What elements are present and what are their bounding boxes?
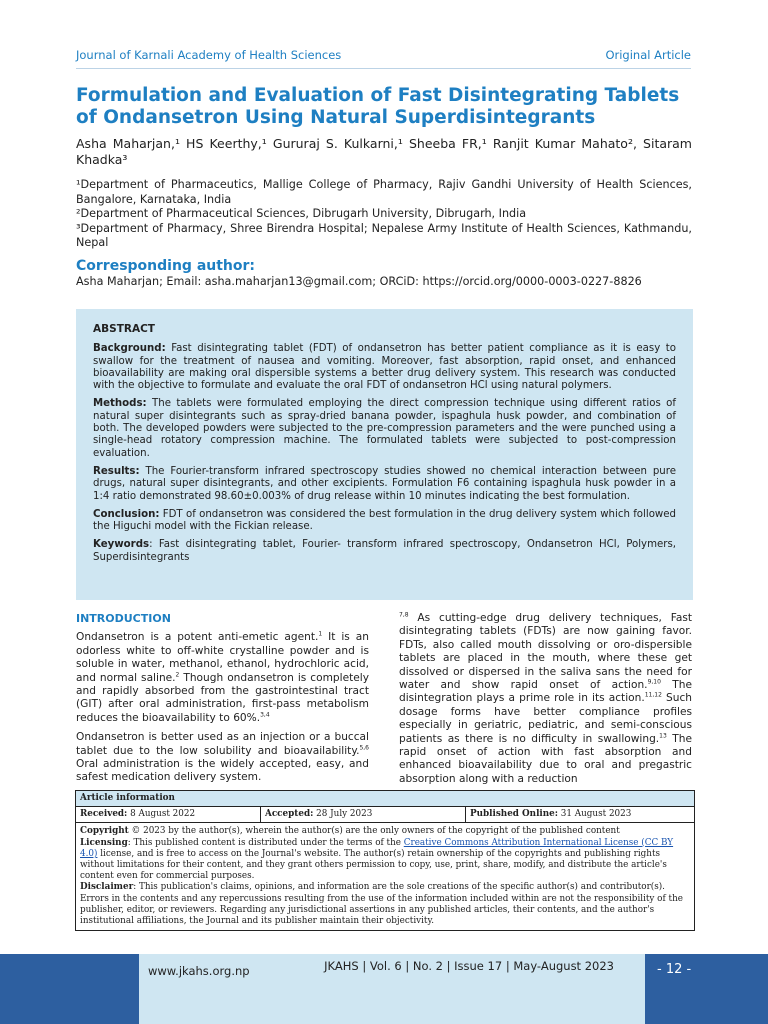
page-number: - 12 -	[657, 962, 692, 977]
footer-website[interactable]: www.jkahs.org.np	[148, 964, 250, 978]
published-date: Published Online: 31 August 2023	[470, 809, 632, 820]
body-column-left	[76, 612, 369, 791]
corresponding-heading: Corresponding author:	[76, 258, 256, 274]
intro-paragraph-2: Ondansetron is better used as an injection or a buccal tablet due to the low solubility and bioavailability.$^{5,6}$ Oral administration is the widely accepted, easy, and safest medication delivery system.	[76, 731, 369, 784]
affiliations	[76, 178, 692, 251]
dates-row	[76, 807, 694, 823]
abstract-keywords: Keywords: Fast disintegrating tablet, Fourier- transform infrared spectroscopy, Ondansetron HCl, Polymers, Superdisintegrants	[93, 539, 676, 563]
introduction-heading: INTRODUCTION	[76, 612, 171, 625]
accepted-date: Accepted: 28 July 2023	[261, 807, 466, 822]
article-information-box	[75, 790, 695, 931]
license-link[interactable]: Creative Commons Attribution International License (CC BY 4.0)	[80, 837, 674, 859]
abstract-heading: ABSTRACT	[93, 323, 155, 335]
corresponding-details: Asha Maharjan; Email: asha.maharjan13@gmail.com; ORCiD: https://orcid.org/0000-0003-0227-8826	[76, 275, 642, 288]
received-date: Received: 8 August 2022	[76, 807, 261, 822]
license-notes	[76, 823, 694, 930]
article-title: Formulation and Evaluation of Fast Disintegrating Tablets of Ondansetron Using Natural Superdisintegrants	[76, 85, 680, 128]
copyright-note: Copyright © 2023 by the author(s), wherein the author(s) are the only owners of the copyright of the published content	[80, 826, 620, 837]
affiliation-1: ¹Department of Pharmaceutics, Mallige College of Pharmacy, Rajiv Gandhi University of Health Sciences, Bangalore, Karnataka, India	[76, 178, 692, 206]
running-header	[76, 48, 691, 62]
article-info-heading: Article information	[76, 791, 694, 807]
footer-journal-info: JKAHS | Vol. 6 | No. 2 | Issue 17 | May-August 2023	[324, 959, 614, 973]
licensing-note: Licensing: This published content is distributed under the terms of the Creative Commons Attribution International License (CC BY 4.0) license, and is free to access on the Journal's website. The author(s) retain ownership of the copyrights and publishing rights without limitations for their content, and they grant others permission to copy, use, print, share, modify, and distribute the article's content even for commercial purposes.	[80, 837, 674, 882]
abstract-results: Results: The Fourier-transform infrared spectroscopy studies showed no chemical interaction between pure drugs, natural super disintegrants, and other excipients. Formulation F6 containing ispaghula husk powder in a 1:4 ratio demonstrated 98.60±0.003% of drug release within 10 minutes indicating the best formulation.	[93, 465, 676, 502]
body-column-right	[399, 612, 692, 792]
abstract-conclusion: Conclusion: FDT of ondansetron was considered the best formulation in the drug delivery system which followed the Higuchi model with the Fickian release.	[93, 508, 676, 533]
header-divider	[76, 68, 691, 69]
journal-name: Journal of Karnali Academy of Health Sciences	[76, 48, 342, 62]
author-list: Asha Maharjan,¹ HS Keerthy,¹ Gururaj S. Kulkarni,¹ Sheeba FR,¹ Ranjit Kumar Mahato², Sitaram Khadka³	[76, 136, 692, 167]
footer-panel	[139, 954, 645, 1024]
affiliation-2: ²Department of Pharmaceutical Sciences, Dibrugarh University, Dibrugarh, India	[76, 207, 527, 220]
abstract-background: Background: Fast disintegrating tablet (FDT) of ondansetron has better patient compliance as it is easy to swallow for the treatment of nausea and vomiting. Moreover, fast absorption, rapid onset, and enhanced bioavailability are making oral dispersible systems a better drug delivery system. This research was conducted with the objective to formulate and evaluate the oral FDT of ondansetron HCl using natural polymers.	[93, 343, 676, 392]
intro-paragraph-2-cont: $^{7,8}$ As cutting-edge drug delivery techniques, Fast disintegrating tablets (FDTs) are now gaining favor. FDTs, also called mouth dissolving or oro-dispersible tablets are placed in the mouth, where these get dissolved or dispersed in the saliva sans the need for water and show rapid onset of action.$^{9,10}$ The disintegration plays a prime role in its action.$^{11,12}$ Such dosage forms have better compliance profiles especially in geriatric, pediatric, and semi-conscious patients as there is no difficulty in swallowing.$^{13}$ The rapid onset of action with fast absorption and enhanced bioavailability due to oral and pregastric absorption along with a reduction	[399, 611, 692, 785]
disclaimer-note: Disclaimer: This publication's claims, opinions, and information are the sole creations of the specific author(s) and contributor(s). Errors in the contents and any repercussions resulting from the use of the information included within are not the responsibility of the publisher, editor, or reviewers. Regarding any jurisdictional assertions in any published articles, their contents, and the author's institutional affiliations, the Journal and its publisher maintain their objectivity.	[80, 882, 683, 927]
affiliation-3: ³Department of Pharmacy, Shree Birendra Hospital; Nepalese Army Institute of Health Sciences, Kathmandu, Nepal	[76, 221, 692, 249]
intro-paragraph-1: Ondansetron is a potent anti-emetic agent.$^1$ It is an odorless white to off-white crystalline powder and is soluble in water, methanol, ethanol, hydrochloric acid, and normal saline.$^2$ Though ondansetron is completely and rapidly absorbed from the gastrointestinal tract (GIT) after oral administration, first-pass metabolism reduces the bioavailability to 60%.$^{3,4}$	[76, 630, 369, 724]
abstract-methods: Methods: The tablets were formulated employing the direct compression technique using different ratios of natural super disintegrants such as spray-dried banana powder, ispaghula husk powder, and combination of both. The developed powders were subjected to the pre-compression parameters and the were punched using a single-head rotatory compression machine. The formulated tablets were subjected to post-compression evaluation.	[93, 398, 676, 459]
abstract-box	[76, 309, 693, 600]
article-type: Original Article	[605, 48, 691, 62]
